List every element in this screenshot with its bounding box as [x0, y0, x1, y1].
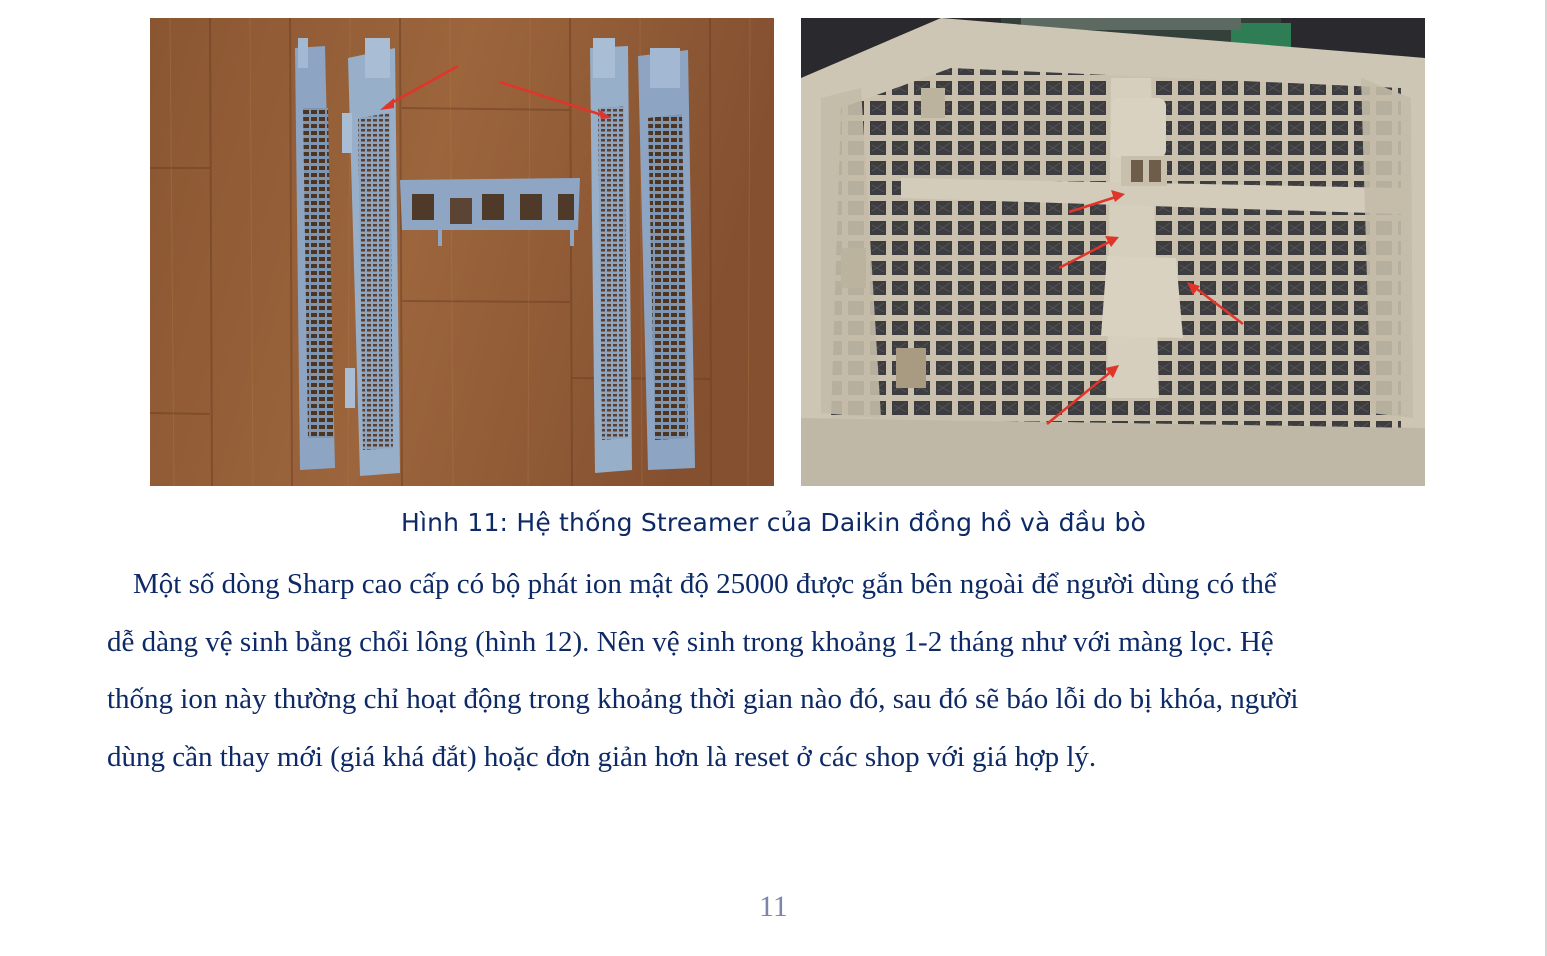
daikin-streamer-parts-photo: [150, 18, 774, 486]
paragraph-line: dùng cần thay mới (giá khá đắt) hoặc đơn giản hơn là reset ở các shop với giá hợp lý.: [107, 740, 1097, 773]
daikin-streamer-tray-photo: [801, 18, 1425, 486]
figure: [150, 18, 1425, 486]
figure-caption: Hình 11: Hệ thống Streamer của Daikin đồng hồ và đầu bò: [400, 508, 1147, 537]
paragraph-line: thống ion này thường chỉ hoạt động trong khoảng thời gian nào đó, sau đó sẽ báo lỗi do bị khóa, người: [107, 683, 1299, 715]
paragraph-line: Một số dòng Sharp cao cấp có bộ phát ion mật độ 25000 được gắn bên ngoài để người dùng có thể: [133, 568, 1277, 600]
page-number: 11: [759, 890, 788, 923]
body-paragraph: [107, 556, 1467, 786]
paragraph-line: dễ dàng vệ sinh bằng chổi lông (hình 12). Nên vệ sinh trong khoảng 1-2 tháng như với màng lọc. Hệ: [107, 625, 1274, 658]
